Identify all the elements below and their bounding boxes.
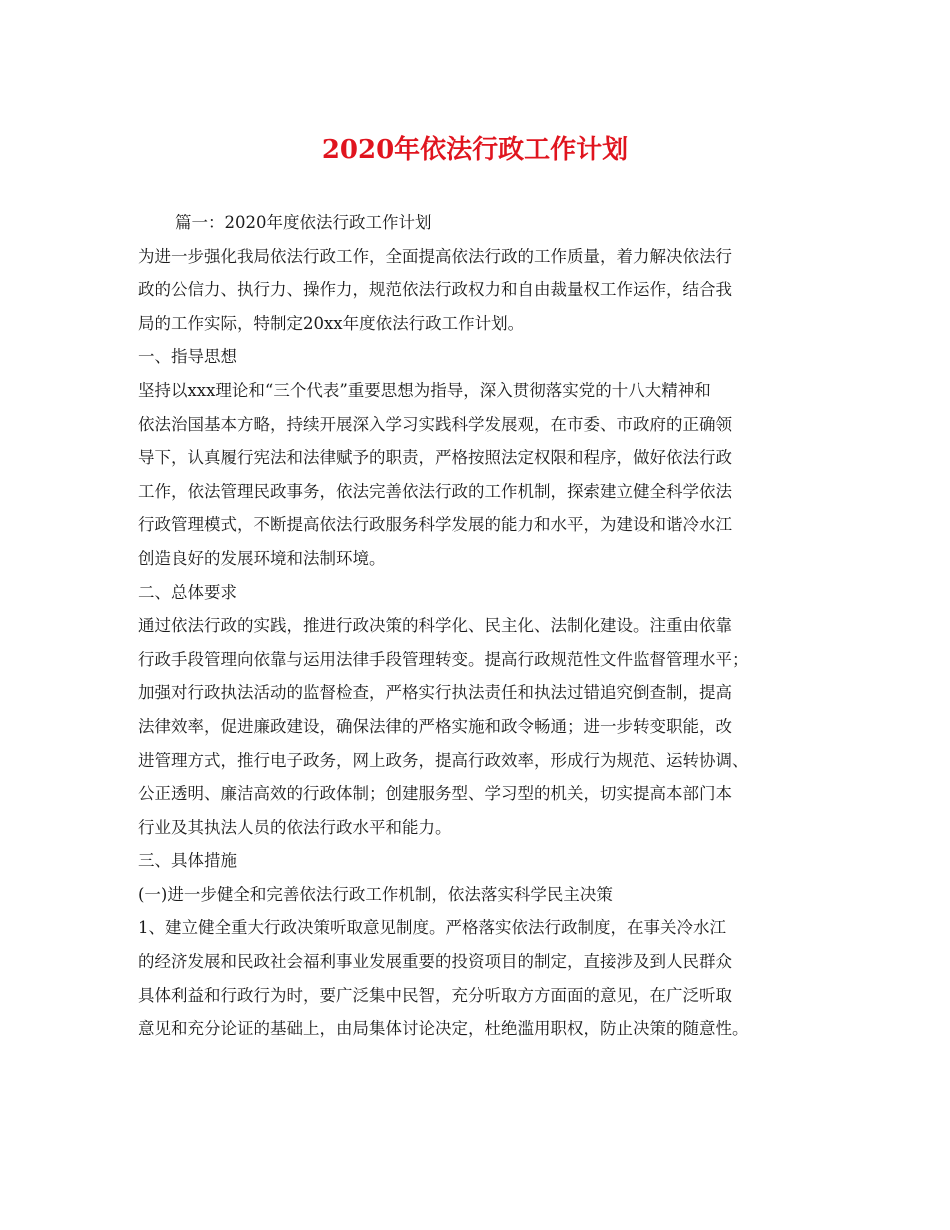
paragraph-line: 进管理方式，推行电子政务，网上政务，提高行政效率，形成行为规范、运转协调、: [138, 750, 749, 770]
paragraph-line: 导下，认真履行宪法和法律赋予的职责，严格按照法定权限和程序，做好依法行政: [138, 448, 732, 468]
document-title: 2020年依法行政工作计划: [321, 135, 629, 165]
paragraph-line: 通过依法行政的实践，推进行政决策的科学化、民主化、法制化建设。注重由依靠: [138, 616, 732, 636]
paragraph-line: 行业及其执法人员的依法行政水平和能力。: [138, 817, 452, 837]
paragraph-line: 加强对行政执法活动的监督检查，严格实行执法责任和执法过错追究倒查制，提高: [138, 683, 732, 703]
paragraph-line: 局的工作实际，特制定20xx年度依法行政工作计划。: [138, 313, 525, 333]
paragraph-line: 行政管理模式，不断提高依法行政服务科学发展的能力和水平，为建设和谐冷水江: [138, 515, 732, 535]
subsection-heading: (一)进一步健全和完善依法行政工作机制，依法落实科学民主决策: [138, 884, 613, 904]
paragraph-line: 依法治国基本方略，持续开展深入学习实践科学发展观，在市委、市政府的正确领: [138, 414, 732, 434]
paragraph-line: 创造良好的发展环境和法制环境。: [138, 548, 386, 568]
section-heading: 二、总体要求: [138, 582, 237, 602]
paragraph-line: 坚持以xxx理论和“三个代表”重要思想为指导，深入贯彻落实党的十八大精神和: [138, 380, 711, 400]
paragraph-line: 法律效率，促进廉政建设，确保法律的严格实施和政令畅通；进一步转变职能，改: [138, 716, 732, 736]
paragraph-line: 的经济发展和民政社会福利事业发展重要的投资项目的制定，直接涉及到人民群众: [138, 952, 732, 972]
paragraph-line: 1、建立健全重大行政决策听取意见制度。严格落实依法行政制度，在事关冷水江: [138, 918, 726, 938]
paragraph-line: 行政手段管理向依靠与运用法律手段管理转变。提高行政规范性文件监督管理水平；: [138, 649, 749, 669]
paragraph-line: 具体利益和行政行为时，要广泛集中民智，充分听取方方面面的意见，在广泛听取: [138, 985, 732, 1005]
section-heading: 三、具体措施: [138, 851, 237, 871]
section-heading: 一、指导思想: [138, 347, 237, 367]
section-heading-part-one: 篇一：2020年度依法行政工作计划: [175, 213, 432, 232]
paragraph-line: 为进一步强化我局依法行政工作，全面提高依法行政的工作质量，着力解决依法行: [138, 246, 732, 266]
paragraph-line: 公正透明、廉洁高效的行政体制；创建服务型、学习型的机关，切实提高本部门本: [138, 784, 732, 804]
paragraph-line: 意见和充分论证的基础上，由局集体讨论决定，杜绝滥用职权，防止决策的随意性。: [138, 1019, 749, 1039]
paragraph-line: 政的公信力、执行力、操作力，规范依法行政权力和自由裁量权工作运作，结合我: [138, 280, 732, 300]
paragraph-line: 工作，依法管理民政事务，依法完善依法行政的工作机制，探索建立健全科学依法: [138, 481, 732, 501]
document-body: [138, 206, 828, 1046]
